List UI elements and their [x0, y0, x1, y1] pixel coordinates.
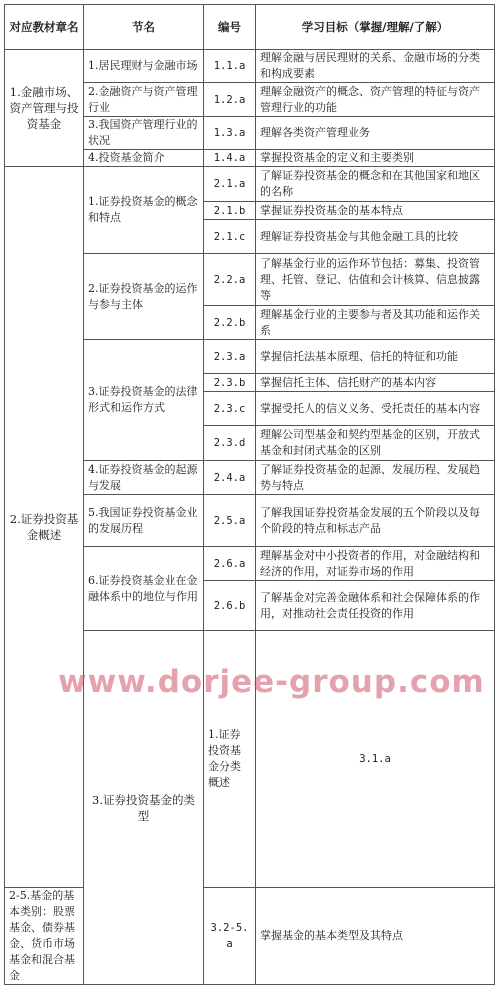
watermark-text: www.dorjee-group.com: [58, 664, 485, 700]
chapter-header: 对应教材章名: [5, 5, 84, 50]
goal-cell: 掌握基金的基本类型及其特点: [256, 888, 495, 985]
table-row: [5, 888, 495, 985]
goal-cell: 理解金融资产的概念、资产管理的特征与资产管理行业的功能: [256, 83, 495, 117]
goal-cell: 理解各类资产管理业务: [256, 117, 495, 150]
code-cell: 3.2-5.a: [204, 888, 256, 985]
syllabus-table: [4, 4, 495, 985]
table-header-row: [5, 5, 495, 50]
code-cell: 3.1.a: [256, 631, 495, 888]
goal-cell: 掌握信托法基本原理、信托的特征和功能: [256, 340, 495, 374]
code-cell: 2.2.a: [204, 254, 256, 306]
goal-cell: 了解我国证券投资基金发展的五个阶段以及每个阶段的特点和标志产品: [256, 495, 495, 547]
section-cell: 1.证券投资基金的概念和特点: [84, 167, 204, 254]
code-cell: 1.4.a: [204, 150, 256, 167]
goal-cell: 了解证券投资基金的概念和在其他国家和地区的名称: [256, 167, 495, 202]
code-cell: 2.6.b: [204, 581, 256, 631]
code-cell: 2.5.a: [204, 495, 256, 547]
section-cell: 4.投资基金简介: [84, 150, 204, 167]
goal-cell: 理解公司型基金和契约型基金的区别，开放式基金和封闭式基金的区别: [256, 426, 495, 461]
goal-header: 学习目标（掌握/理解/了解）: [256, 5, 495, 50]
section-cell: 1.居民理财与金融市场: [84, 50, 204, 83]
code-cell: 2.2.b: [204, 306, 256, 340]
goal-cell: 理解基金对中小投资者的作用，对金融结构和经济的作用，对证券市场的作用: [256, 547, 495, 581]
goal-cell: 掌握投资基金的定义和主要类别: [256, 150, 495, 167]
chapter-cell: 3.证券投资基金的类型: [84, 631, 204, 985]
section-cell: 4.证券投资基金的起源与发展: [84, 461, 204, 495]
section-cell: 6.证券投资基金业在金融体系中的地位与作用: [84, 547, 204, 631]
table-row: [5, 167, 495, 202]
goal-cell: 掌握受托人的信义义务、受托责任的基本内容: [256, 392, 495, 426]
code-cell: 2.3.a: [204, 340, 256, 374]
code-cell: 1.2.a: [204, 83, 256, 117]
goal-cell: 理解金融与居民理财的关系、金融市场的分类和构成要素: [256, 50, 495, 83]
code-cell: 1.3.a: [204, 117, 256, 150]
goal-cell: 了解基金对完善金融体系和社会保障体系的作用，对推动社会责任投资的作用: [256, 581, 495, 631]
section-cell: 2.金融资产与资产管理行业: [84, 83, 204, 117]
section-cell: 5.我国证券投资基金业的发展历程: [84, 495, 204, 547]
table-row: [5, 50, 495, 83]
goal-cell: 掌握信托主体、信托财产的基本内容: [256, 374, 495, 392]
goal-cell: 了解证券投资基金的起源、发展历程、发展趋势与特点: [256, 461, 495, 495]
section-header: 节名: [84, 5, 204, 50]
section-cell: 2.证券投资基金的运作与参与主体: [84, 254, 204, 340]
goal-cell: 掌握证券投资基金的基本特点: [256, 202, 495, 220]
goal-cell: 理解基金行业的主要参与者及其功能和运作关系: [256, 306, 495, 340]
chapter-cell: 2.证券投资基金概述: [5, 167, 84, 888]
code-cell: 2.3.b: [204, 374, 256, 392]
goal-cell: 了解基金行业的运作环节包括：募集、投资管理、托管、登记、估值和会计核算、信息披露等: [256, 254, 495, 306]
goal-cell: 理解证券投资基金与其他金融工具的比较: [256, 220, 495, 254]
code-cell: 2.1.b: [204, 202, 256, 220]
code-cell: 2.1.a: [204, 167, 256, 202]
section-cell: 1.证券投资基金分类概述: [204, 631, 256, 888]
code-cell: 2.1.c: [204, 220, 256, 254]
code-cell: 1.1.a: [204, 50, 256, 83]
section-cell: 3.证券投资基金的法律形式和运作方式: [84, 340, 204, 461]
code-header: 编号: [204, 5, 256, 50]
section-cell: 3.我国资产管理行业的状况: [84, 117, 204, 150]
code-cell: 2.4.a: [204, 461, 256, 495]
section-cell: 2-5.基金的基本类别：股票基金、债券基金、货币市场基金和混合基金: [5, 888, 84, 985]
code-cell: 2.6.a: [204, 547, 256, 581]
chapter-cell: 1.金融市场、资产管理与投资基金: [5, 50, 84, 167]
code-cell: 2.3.d: [204, 426, 256, 461]
code-cell: 2.3.c: [204, 392, 256, 426]
